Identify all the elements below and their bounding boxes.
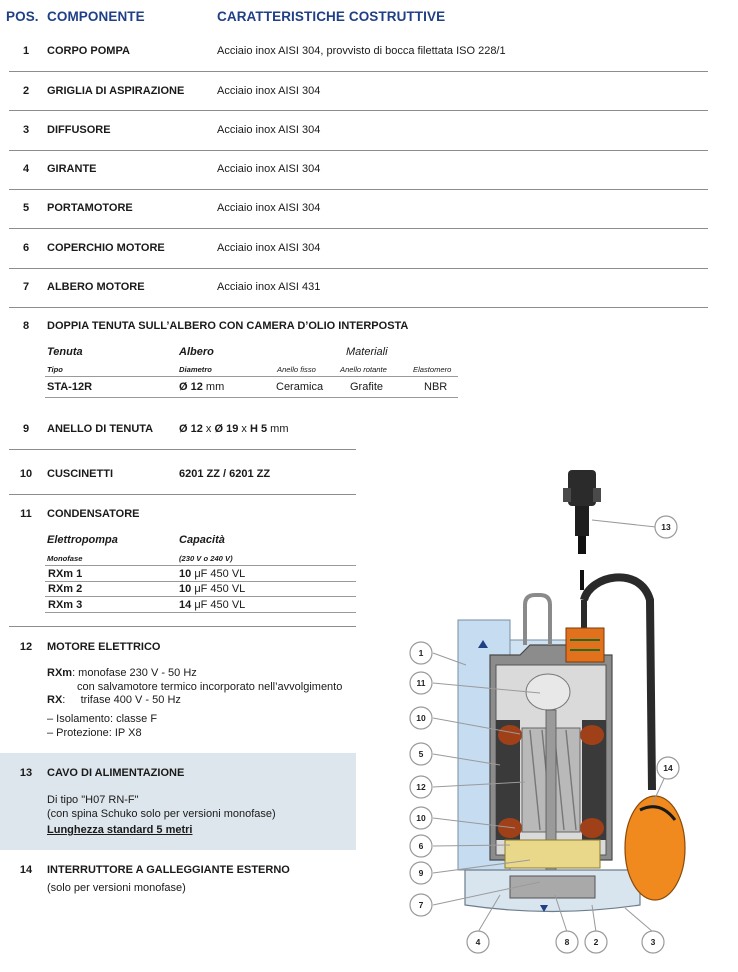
callout-9: [410, 862, 432, 884]
motor-protezione: – Protezione: IP X8: [47, 727, 142, 739]
row-number: 3: [22, 124, 30, 136]
seal-val-tipo: STA-12R: [47, 381, 93, 393]
callout-3: [642, 931, 664, 953]
motor-rx: RX: trifase 400 V - 50 Hz: [47, 694, 181, 706]
row-name: ALBERO MOTORE: [47, 281, 145, 293]
row-name: GIRANTE: [47, 163, 97, 175]
row-desc: Acciaio inox AISI 304, provvisto di bocca filettata ISO 228/1: [217, 45, 506, 57]
callout-4: [467, 931, 489, 953]
callout-10-lower: [410, 807, 432, 829]
row-number: 4: [22, 163, 30, 175]
seal-col-materiali: Materiali: [346, 346, 388, 358]
cable-schuko-note: (con spina Schuko solo per versioni monofase): [47, 808, 276, 820]
callout-2: [585, 931, 607, 953]
row-desc: Acciaio inox AISI 304: [217, 163, 321, 175]
svg-text:8: 8: [564, 937, 570, 947]
callout-13: [655, 516, 677, 538]
cap-model: RXm 2: [48, 583, 83, 595]
cap-line: [45, 596, 356, 597]
svg-text:7: 7: [418, 900, 424, 910]
cap-sub-monofase: Monofase: [47, 554, 83, 563]
cap-value: 10 μF 450 VL: [179, 583, 246, 595]
seal-val-diametro: Ø 12 mm: [179, 381, 225, 393]
row-desc: Acciaio inox AISI 304: [217, 124, 321, 136]
seal-bottom-line: [45, 397, 458, 398]
bearings-value: 6201 ZZ / 6201 ZZ: [179, 468, 271, 480]
row-name: DIFFUSORE: [47, 124, 111, 136]
row-name: INTERRUTTORE A GALLEGGIANTE ESTERNO: [47, 864, 290, 876]
row-divider: [9, 150, 708, 151]
row-number: 14: [19, 864, 33, 876]
lifting-handle: [525, 595, 550, 645]
row-divider: [9, 110, 708, 111]
float-switch: [625, 796, 685, 900]
cable-gland: [566, 628, 604, 662]
row-divider: [9, 449, 356, 450]
ring-dimensions: Ø 12 x Ø 19 x H 5 mm: [179, 423, 289, 435]
cap-col-elettropompa: Elettropompa: [47, 534, 118, 546]
callout-7: [410, 894, 432, 916]
schuko-plug-icon: [563, 470, 601, 590]
row-number: 8: [22, 320, 30, 332]
cap-line: [45, 565, 356, 566]
callout-5: [410, 743, 432, 765]
seal-sub-anello-rotante: Anello rotante: [340, 365, 387, 374]
callout-10: [410, 707, 432, 729]
svg-text:2: 2: [593, 937, 599, 947]
cap-value: 10 μF 450 VL: [179, 568, 246, 580]
row-name: GRIGLIA DI ASPIRAZIONE: [47, 85, 185, 97]
callout-8: [556, 931, 578, 953]
seal-val-fisso: Ceramica: [276, 381, 324, 393]
row-number: 9: [22, 423, 30, 435]
svg-text:11: 11: [416, 678, 426, 688]
row-name: ANELLO DI TENUTA: [47, 423, 154, 435]
pump-cutaway-illustration: [400, 460, 738, 970]
row-divider: [9, 71, 708, 72]
svg-text:14: 14: [663, 763, 673, 773]
row-name: CONDENSATORE: [47, 508, 140, 520]
svg-text:10: 10: [416, 713, 426, 723]
row-desc: Acciaio inox AISI 304: [217, 85, 321, 97]
row-name: CORPO POMPA: [47, 45, 130, 57]
header-componente: COMPONENTE: [47, 9, 145, 24]
seal-val-rotante: Grafite: [350, 381, 384, 393]
header-pos: POS.: [6, 9, 39, 24]
header-caratteristiche: CARATTERISTICHE COSTRUTTIVE: [217, 9, 446, 24]
seal-sub-anello-fisso: Anello fisso: [277, 365, 316, 374]
seal-sub-elastomero: Elastomero: [413, 365, 452, 374]
svg-text:5: 5: [418, 749, 424, 759]
switch-note: (solo per versioni monofase): [47, 882, 186, 894]
seal-sub-tipo: Tipo: [47, 365, 63, 374]
svg-text:6: 6: [418, 841, 424, 851]
callout-11: [410, 672, 432, 694]
row-number: 10: [19, 468, 33, 480]
seal-col-tenuta: Tenuta: [47, 346, 83, 358]
motor-isolamento: – Isolamento: classe F: [47, 713, 158, 725]
motor-rxm: RXm: monofase 230 V - 50 Hz: [47, 667, 197, 679]
callout-6: [410, 835, 432, 857]
oil-chamber: [505, 840, 600, 868]
cap-line: [45, 581, 356, 582]
callout-14: [657, 757, 679, 779]
row-divider: [9, 626, 356, 627]
row-number: 11: [20, 508, 32, 520]
callout-1: [410, 642, 432, 664]
svg-text:13: 13: [661, 522, 671, 532]
row-divider: [9, 189, 708, 190]
row-number: 2: [22, 85, 30, 97]
row-number: 12: [19, 641, 33, 653]
row-divider: [9, 494, 356, 495]
row-number: 1: [22, 45, 30, 57]
cap-sub-voltage: (230 V o 240 V): [179, 554, 233, 563]
row-name: DOPPIA TENUTA SULL’ALBERO CON CAMERA D’OLIO INTERPOSTA: [47, 320, 409, 332]
row-number: 6: [22, 242, 30, 254]
seal-col-albero: Albero: [179, 346, 214, 358]
row-number: 7: [22, 281, 30, 293]
row-divider: [9, 268, 708, 269]
row-divider: [9, 228, 708, 229]
row-name: CUSCINETTI: [47, 468, 113, 480]
cap-value: 14 μF 450 VL: [179, 599, 246, 611]
svg-text:4: 4: [475, 937, 481, 947]
cap-col-capacita: Capacità: [179, 534, 225, 546]
cable-length: Lunghezza standard 5 metri: [47, 824, 193, 836]
motor-rxm-detail: con salvamotore termico incorporato nell’avvolgimento: [77, 681, 343, 693]
svg-text:9: 9: [418, 868, 424, 878]
svg-text:1: 1: [418, 648, 424, 658]
seal-sub-diametro: Diametro: [179, 365, 212, 374]
cap-line: [45, 612, 356, 613]
row-name: PORTAMOTORE: [47, 202, 133, 214]
svg-text:10: 10: [416, 813, 426, 823]
cable-type: Di tipo "H07 RN-F": [47, 794, 139, 806]
row-name: COPERCHIO MOTORE: [47, 242, 165, 254]
row-name: MOTORE ELETTRICO: [47, 641, 161, 653]
cap-model: RXm 3: [48, 599, 83, 611]
row-divider: [9, 307, 708, 308]
row-desc: Acciaio inox AISI 304: [217, 202, 321, 214]
row-number: 5: [22, 202, 30, 214]
seal-header-line: [45, 376, 458, 377]
callout-12: [410, 776, 432, 798]
svg-text:12: 12: [416, 782, 426, 792]
svg-text:3: 3: [650, 937, 656, 947]
row-desc: Acciaio inox AISI 304: [217, 242, 321, 254]
impeller: [510, 876, 595, 898]
row-name: CAVO DI ALIMENTAZIONE: [47, 767, 185, 779]
cap-model: RXm 1: [48, 568, 83, 580]
seal-val-elastomero: NBR: [424, 381, 448, 393]
row-number: 13: [19, 767, 33, 779]
row-desc: Acciaio inox AISI 431: [217, 281, 321, 293]
